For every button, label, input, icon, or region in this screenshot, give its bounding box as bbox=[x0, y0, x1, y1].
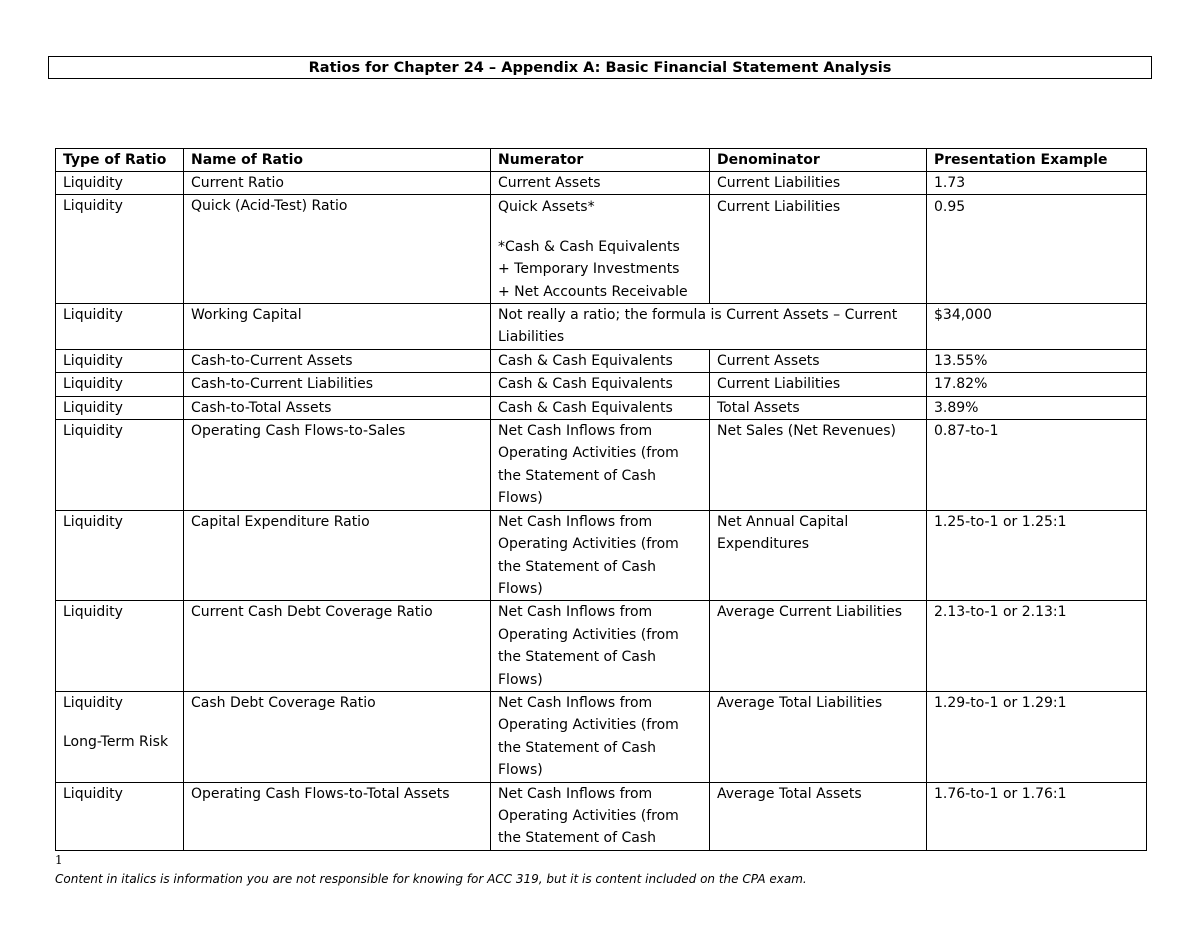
cell-example: 17.82% bbox=[927, 373, 1147, 396]
cell-numerator: Net Cash Inflows from Operating Activities (from the Statement of Cash Flows) bbox=[491, 420, 710, 511]
header-numerator: Numerator bbox=[491, 149, 710, 172]
cell-numerator: Cash & Cash Equivalents bbox=[491, 373, 710, 396]
table-row bbox=[56, 304, 1147, 350]
cell-name: Operating Cash Flows-to-Total Assets bbox=[184, 782, 491, 850]
cell-example: 0.95 bbox=[927, 195, 1147, 304]
table-row bbox=[56, 601, 1147, 692]
cell-type: Liquidity bbox=[56, 396, 184, 419]
document-title: Ratios for Chapter 24 – Appendix A: Basic Financial Statement Analysis bbox=[48, 56, 1152, 79]
cell-type: Liquidity bbox=[56, 420, 184, 511]
cell-name: Current Ratio bbox=[184, 172, 491, 195]
cell-numerator: Cash & Cash Equivalents bbox=[491, 349, 710, 372]
cell-type: Liquidity bbox=[56, 304, 184, 350]
cell-name: Capital Expenditure Ratio bbox=[184, 510, 491, 601]
cell-denominator: Current Assets bbox=[710, 349, 927, 372]
cell-type: Liquidity bbox=[56, 782, 184, 850]
footnote: Content in italics is information you are not responsible for knowing for ACC 319, but it is content included on the CPA exam. bbox=[55, 872, 807, 886]
cell-name: Working Capital bbox=[184, 304, 491, 350]
cell-numerator: Net Cash Inflows from Operating Activities (from the Statement of Cash bbox=[491, 782, 710, 850]
table-row bbox=[56, 172, 1147, 195]
cell-numerator: Net Cash Inflows from Operating Activities (from the Statement of Cash Flows) bbox=[491, 601, 710, 692]
table-row bbox=[56, 782, 1147, 850]
cell-example: 1.73 bbox=[927, 172, 1147, 195]
cell-example: $34,000 bbox=[927, 304, 1147, 350]
table-row bbox=[56, 396, 1147, 419]
cell-type: Liquidity bbox=[56, 195, 184, 304]
cell-example: 13.55% bbox=[927, 349, 1147, 372]
cell-denominator: Net Annual Capital Expenditures bbox=[710, 510, 927, 601]
cell-numerator: Cash & Cash Equivalents bbox=[491, 396, 710, 419]
cell-denominator: Average Total Liabilities bbox=[710, 691, 927, 782]
cell-name: Cash-to-Current Assets bbox=[184, 349, 491, 372]
numerator-note-line: + Net Accounts Receivable bbox=[498, 283, 688, 300]
table-header-row bbox=[56, 149, 1147, 172]
cell-example: 1.76-to-1 or 1.76:1 bbox=[927, 782, 1147, 850]
cell-denominator: Current Liabilities bbox=[710, 195, 927, 304]
header-name: Name of Ratio bbox=[184, 149, 491, 172]
cell-name: Cash Debt Coverage Ratio bbox=[184, 691, 491, 782]
cell-example: 1.25-to-1 or 1.25:1 bbox=[927, 510, 1147, 601]
cell-type: Liquidity bbox=[56, 510, 184, 601]
table-row bbox=[56, 373, 1147, 396]
cell-example: 0.87-to-1 bbox=[927, 420, 1147, 511]
cell-example: 1.29-to-1 or 1.29:1 bbox=[927, 691, 1147, 782]
cell-type: Liquidity bbox=[56, 349, 184, 372]
numerator-note-line: + Temporary Investments bbox=[498, 261, 680, 278]
table-row bbox=[56, 195, 1147, 304]
table-row bbox=[56, 691, 1147, 782]
numerator-note-line: *Cash & Cash Equivalents bbox=[498, 238, 680, 255]
cell-type bbox=[56, 691, 184, 782]
cell-type: Liquidity bbox=[56, 373, 184, 396]
cell-name: Current Cash Debt Coverage Ratio bbox=[184, 601, 491, 692]
numerator-main: Quick Assets* bbox=[498, 199, 595, 216]
cell-numerator: Net Cash Inflows from Operating Activities (from the Statement of Cash Flows) bbox=[491, 510, 710, 601]
cell-example: 3.89% bbox=[927, 396, 1147, 419]
table-row bbox=[56, 349, 1147, 372]
cell-numerator bbox=[491, 195, 710, 304]
page-number: 1 bbox=[55, 853, 63, 867]
type-line-secondary: Long-Term Risk bbox=[63, 734, 169, 751]
cell-type: Liquidity bbox=[56, 601, 184, 692]
cell-example: 2.13-to-1 or 2.13:1 bbox=[927, 601, 1147, 692]
cell-denominator: Total Assets bbox=[710, 396, 927, 419]
table-row bbox=[56, 420, 1147, 511]
cell-type: Liquidity bbox=[56, 172, 184, 195]
cell-denominator: Net Sales (Net Revenues) bbox=[710, 420, 927, 511]
cell-name: Cash-to-Total Assets bbox=[184, 396, 491, 419]
cell-name: Cash-to-Current Liabilities bbox=[184, 373, 491, 396]
cell-denominator: Current Liabilities bbox=[710, 172, 927, 195]
cell-denominator: Average Current Liabilities bbox=[710, 601, 927, 692]
cell-denominator: Current Liabilities bbox=[710, 373, 927, 396]
header-denominator: Denominator bbox=[710, 149, 927, 172]
cell-name: Operating Cash Flows-to-Sales bbox=[184, 420, 491, 511]
header-example: Presentation Example bbox=[927, 149, 1147, 172]
ratios-table bbox=[55, 148, 1147, 851]
cell-denominator: Average Total Assets bbox=[710, 782, 927, 850]
table-row bbox=[56, 510, 1147, 601]
cell-name: Quick (Acid-Test) Ratio bbox=[184, 195, 491, 304]
cell-numerator: Current Assets bbox=[491, 172, 710, 195]
cell-merged-formula: Not really a ratio; the formula is Current Assets – Current Liabilities bbox=[491, 304, 927, 350]
cell-numerator: Net Cash Inflows from Operating Activities (from the Statement of Cash Flows) bbox=[491, 691, 710, 782]
type-line: Liquidity bbox=[63, 694, 123, 711]
header-type: Type of Ratio bbox=[56, 149, 184, 172]
